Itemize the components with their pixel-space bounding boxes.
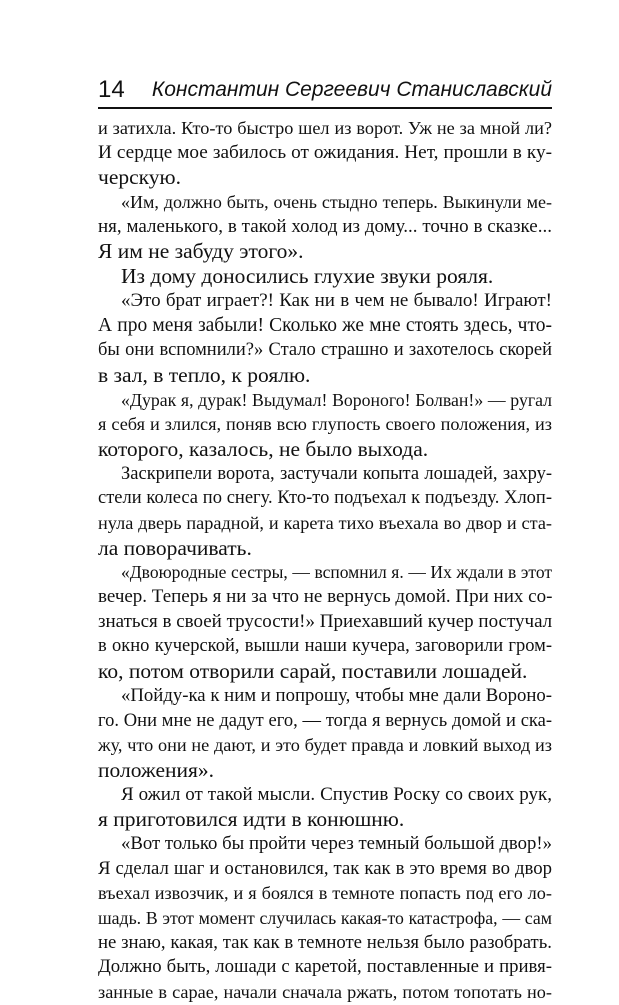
text-line: Я им не забуду этого». — [98, 239, 304, 264]
text-line: «Это брат играет?! Как ни в чем не бывало! Играют! — [121, 289, 552, 311]
paragraph — [98, 116, 552, 190]
page-number: 14 — [98, 76, 125, 103]
text-line: знаться в своей трусости!» Приехавший кучер постучал — [98, 610, 553, 632]
text-line: жу, что они не дают, и это будет правда и ловкий выход из — [98, 735, 552, 756]
paragraph — [98, 462, 552, 561]
paragraph — [98, 190, 552, 264]
text-line: занные в сарае, начали сначала ржать, потом топотать но- — [98, 982, 552, 1003]
text-line: Должно быть, лошади с каретой, поставленные и привя- — [98, 956, 552, 978]
header-rule — [98, 107, 552, 109]
text-line: ня, маленького, в такой холод из дому... точно в сказке... — [98, 215, 552, 237]
text-line: въехал извозчик, и я боялся в темноте попасть под его ло- — [98, 883, 552, 904]
paragraph — [98, 264, 552, 289]
paragraph — [98, 560, 552, 683]
text-line: которого, казалось, не было выхода. — [98, 436, 429, 461]
running-title: Константин Сергеевич Станиславский — [151, 78, 552, 101]
text-line: «Пойду-ка к ним и попрошу, чтобы мне дали Вороно- — [121, 684, 552, 706]
paragraph — [98, 289, 552, 388]
text-line: бы они вспомнили?» Стало страшно и захотелось скорей — [98, 340, 552, 361]
text-line: Я ожил от такой мысли. Спустив Роску со своих рук, — [121, 783, 552, 805]
text-line: «Дурак я, дурак! Выдумал! Вороного! Болван!» — ругал — [121, 389, 552, 410]
text-line: я себя и злился, поняв всю глупость своего положения, из — [98, 414, 552, 435]
text-line: ла поворачивать. — [98, 535, 252, 560]
text-line: «Двоюродные сестры, — вспомнил я. — Их ждали в этот — [121, 562, 552, 583]
text-line: я приготовился идти в конюшню. — [98, 807, 405, 832]
text-line: А про меня забыли! Сколько же мне стоять здесь, что- — [98, 314, 552, 336]
running-head — [98, 76, 552, 106]
text-line: «Вот только бы пройти через темный большой двор!» — [121, 832, 552, 854]
text-line: И сердце мое забилось от ожидания. Нет, прошли в ку- — [98, 141, 552, 163]
text-line: Заскрипели ворота, застучали копыта лошадей, захру- — [121, 463, 552, 484]
text-line: в зал, в тепло, к роялю. — [98, 362, 311, 387]
text-line: Я сделал шаг и остановился, так как в это время во двор — [98, 857, 552, 879]
text-line: ко, потом отворили сарай, поставили лошадей. — [98, 659, 528, 684]
text-line: шадь. В этот момент случилась какая-то катастрофа, — сам — [98, 908, 552, 928]
text-line: черскую. — [98, 165, 181, 190]
paragraph — [98, 783, 552, 832]
text-line: вечер. Теперь я ни за что не вернусь домой. При них со- — [98, 586, 553, 608]
text-line: не знаю, какая, так как в темноте нельзя было разобрать. — [98, 931, 552, 953]
text-line: го. Они мне не дадут его, — тогда я вернусь домой и ска- — [98, 710, 552, 731]
paragraph — [98, 832, 552, 1005]
text-line: Из дому доносились глухие звуки рояля. — [121, 264, 494, 289]
text-line: нула дверь парадной, и карета тихо въехала во двор и ста- — [98, 513, 552, 533]
text-line: «Им, должно быть, очень стыдно теперь. Выкинули ме- — [121, 192, 552, 213]
text-line: стели колеса по снегу. Кто-то подъехал к подъезду. Хлоп- — [98, 488, 552, 509]
text-line: положения». — [98, 757, 215, 782]
body-text — [98, 116, 552, 1005]
text-line: в окно кучерской, вышли наши кучера, заговорили гром- — [98, 636, 552, 657]
paragraph — [98, 684, 552, 783]
paragraph — [98, 388, 552, 462]
text-line: и затихла. Кто-то быстро шел из ворот. Уж не за мной ли? — [98, 118, 552, 138]
